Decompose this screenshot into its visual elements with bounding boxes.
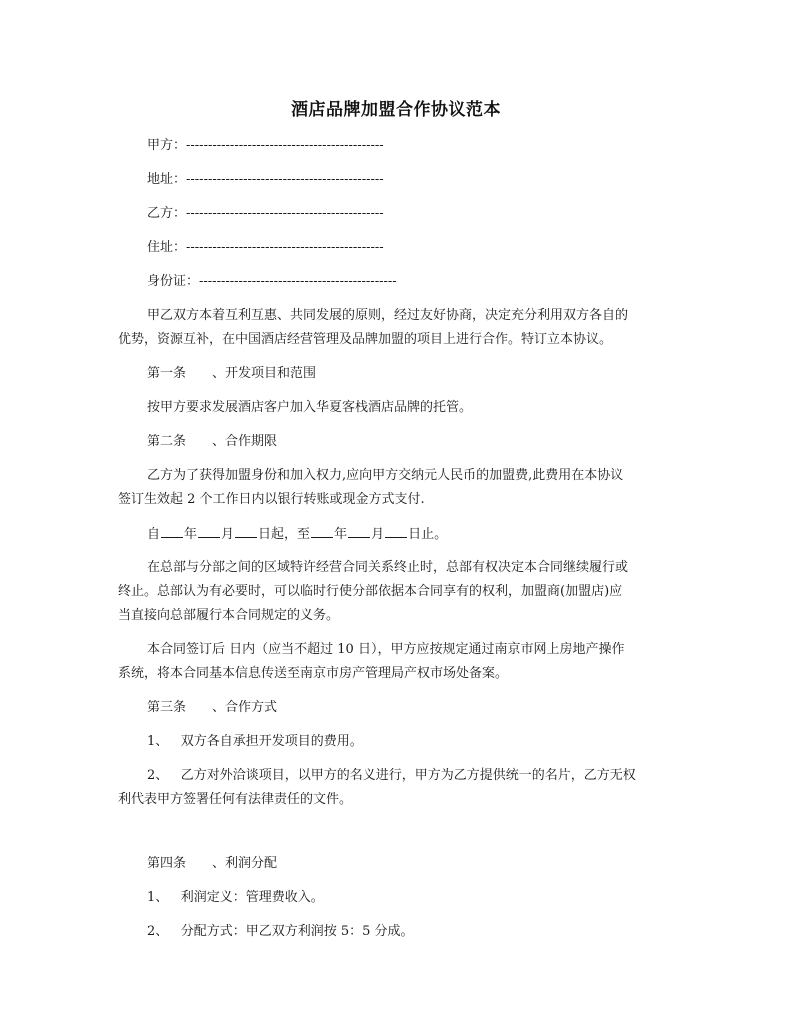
termination-line-2: 终止。总部认为有必要时，可以临时行使分部依据本合同享有的权利，加盟商(加盟店)应 <box>118 584 623 599</box>
item-number: 2、 <box>147 924 169 939</box>
article-2-heading <box>147 432 707 452</box>
period-month-2: 月 <box>371 527 385 542</box>
party-a-line: 甲方：--------------------------------------------- <box>147 138 384 153</box>
item-number: 2、 <box>147 768 169 783</box>
article-1-body: 按甲方要求发展酒店客户加入华夏客栈酒店品牌的托管。 <box>147 400 473 415</box>
article-2-number: 第二条 <box>147 434 187 449</box>
registration-line-1: 本合同签订后 日内（应当不超过 10 日），甲方应按规定通过南京市网上房地产操作 <box>147 642 625 657</box>
article-3-item-1 <box>147 732 707 752</box>
item-text: 利润定义：管理费收入。 <box>180 890 324 905</box>
period-year-2: 年 <box>334 527 348 542</box>
article-4-title: 、利润分配 <box>212 856 278 871</box>
address-line: 地址：--------------------------------------------- <box>147 172 384 187</box>
article-3-number: 第三条 <box>147 700 187 715</box>
id-card-line: 身份证：--------------------------------------------- <box>147 274 397 289</box>
article-1-number: 第一条 <box>147 366 187 381</box>
article-2-fee-line-2: 签订生效起 2 个工作日内以银行转账或现金方式支付. <box>118 492 425 507</box>
blank-day-start <box>235 524 257 538</box>
article-4-number: 第四条 <box>147 856 187 871</box>
article-1-heading <box>147 364 707 384</box>
period-line <box>147 524 707 545</box>
blank-year-end <box>311 524 333 538</box>
item-number: 1、 <box>147 890 169 905</box>
intro-line-1: 甲乙双方本着互利互惠、共同发展的原则，经过友好协商，决定充分利用双方各自的 <box>147 308 629 323</box>
article-4-item-2 <box>147 922 707 942</box>
article-3-heading <box>147 698 707 718</box>
item-text: 乙方对外洽谈项目，以甲方的名义进行，甲方为乙方提供统一的名片，乙方无权 <box>180 768 636 783</box>
period-month-1: 月 <box>221 527 235 542</box>
article-4-heading <box>147 854 707 874</box>
registration-line-2: 系统，将本合同基本信息传送至南京市房产管理局产权市场处备案。 <box>118 666 509 681</box>
item-text: 双方各自承担开发项目的费用。 <box>180 734 363 749</box>
item-text: 分配方式：甲乙双方利润按 5：5 分成。 <box>180 924 414 939</box>
termination-line-3: 当直接向总部履行本合同规定的义务。 <box>118 608 340 623</box>
article-3-item-2 <box>147 766 707 786</box>
termination-line-1: 在总部与分部之间的区域特许经营合同关系终止时，总部有权决定本合同继续履行或 <box>147 560 629 575</box>
article-3-title: 、合作方式 <box>212 700 278 715</box>
article-1-title: 、开发项目和范围 <box>212 366 317 381</box>
residence-line: 住址：--------------------------------------------- <box>147 240 384 255</box>
item-number: 1、 <box>147 734 169 749</box>
blank-day-end <box>385 524 407 538</box>
period-day-1: 日起，至 <box>258 527 311 542</box>
blank-month-start <box>198 524 220 538</box>
article-4-item-1 <box>147 888 707 908</box>
period-year-1: 年 <box>184 527 198 542</box>
party-b-line: 乙方：--------------------------------------------- <box>147 206 384 221</box>
blank-year-start <box>161 524 183 538</box>
article-2-fee-line-1: 乙方为了获得加盟身份和加入权力,应向甲方交纳元人民币的加盟费,此费用在本协议 <box>147 468 624 483</box>
article-2-title: 、合作期限 <box>212 434 278 449</box>
blank-month-end <box>348 524 370 538</box>
period-from: 自 <box>147 527 161 542</box>
article-3-item-2-cont: 利代表甲方签署任何有法律责任的文件。 <box>118 792 353 807</box>
document-title: 酒店品牌加盟合作协议范本 <box>291 100 501 120</box>
period-day-2: 日止。 <box>408 527 448 542</box>
intro-line-2: 优势，资源互补，在中国酒店经营管理及品牌加盟的项目上进行合作。特订立本协议。 <box>118 332 613 347</box>
